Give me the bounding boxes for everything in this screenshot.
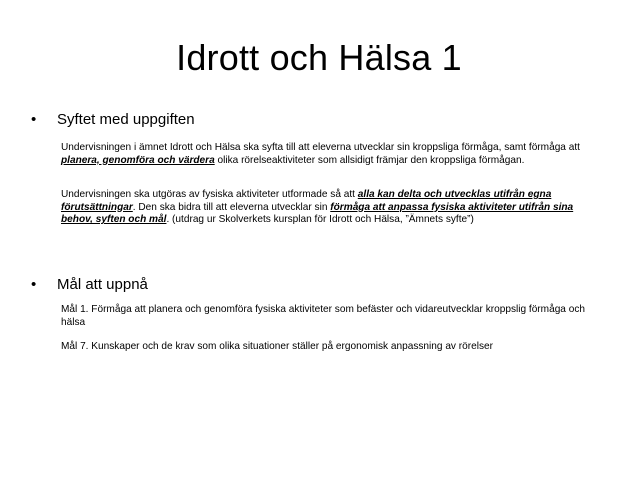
paragraph-syftet-2 [61, 189, 601, 227]
paragraph-text: . Den ska bidra till att eleverna utvecklar sin [132, 201, 331, 213]
bullet-syftet [31, 111, 195, 129]
paragraph-mal-7: Mål 7. Kunskaper och de krav som olika situationer ställer på ergonomisk anpassning av rörelser [61, 341, 494, 352]
emphasis-text: alla kan delta och utvecklas utifrån egna förutsättningar [61, 189, 552, 213]
slide-title: Idrott och Hälsa 1 [176, 37, 462, 78]
bullet-dot-icon: • [31, 111, 37, 128]
section-heading-mal: Mål att uppnå [57, 276, 148, 293]
paragraph-mal-1: Mål 1. Förmåga att planera och genomföra fysiska aktiviteter som befäster och vidareutvecklar kroppslig förmåga och hälsa [61, 304, 585, 328]
emphasis-text: förmåga att anpassa fysiska aktiviteter utifrån sina behov, syften och mål [61, 201, 574, 226]
paragraph-text: . (utdrag ur Skolverkets kursplan för Idrott och Hälsa, ”Ämnets syfte”) [166, 214, 474, 226]
bullet-mal [31, 276, 148, 294]
paragraph-text: olika rörelseaktiviteter som allsidigt främjar den kroppsliga förmågan. [214, 154, 525, 166]
paragraph-text: Undervisningen i ämnet Idrott och Hälsa ska syfta till att eleverna utvecklar sin kroppsliga förmåga, samt förmåga att [61, 142, 580, 153]
paragraph-text: Undervisningen ska utgöras av fysiska aktiviteter utformade så att [61, 189, 358, 200]
section-heading-syftet: Syftet med uppgiften [57, 111, 195, 128]
emphasis-text: planera, genomföra och värdera [61, 154, 215, 166]
bullet-dot-icon: • [31, 276, 37, 293]
paragraph-syftet-1 [61, 142, 601, 167]
